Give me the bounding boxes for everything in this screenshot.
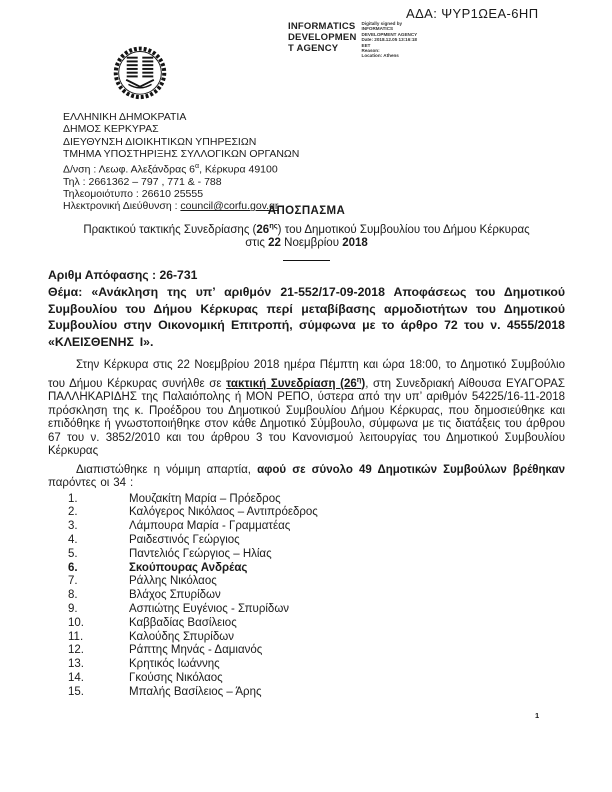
signature-detail-line: Date: 2018.12.05 13:16:18: [361, 37, 417, 43]
email-link[interactable]: council@corfu.gov.gr: [180, 200, 279, 213]
digital-signature-stamp: [288, 21, 426, 59]
member-row: 8. Βλάχος Σπυρίδων: [68, 589, 221, 602]
member-row: 2. Καλόγερος Νικόλαος – Αντιπρόεδρος: [68, 506, 318, 519]
letterhead-fax: Τηλεομοιότυπο : 26610 25555: [63, 187, 204, 200]
session-paragraph: Στην Κέρκυρα στις 22 Νοεμβρίου 2018 ημέρα Πέμπτη και ώρα 18:00, το Δημοτικό Συμβούλιο του Δήμου Κέρκυρας συνήλθε σε τακτική Συνεδρίαση $(26^\eta)$, στη Συνεδριακή Αίθουσα ΕΥΑΓΟΡΑΣ ΠΑΛΛΗΚΑΡΙΔΗΣ της Παλαιόπολης ή ΜΟΝ ΡΕΠΟ, ύστερα από την υπ’ αριθμόν 54225/16-11-2018 πρόσκληση της κ. Προέδρου του Δημοτικού Συμβουλίου Δήμου Κέρκυρας, που δημοσιεύθηκε και επιδόθηκε ή γνωστοποιήθηκε στον κάθε Δημοτικό Σύμβουλο, σύμφωνα με τις διατάξεις του άρθρου 67 του ν. 3852/2010 και του άρθρου 3 του Κανονισμού λειτουργίας του Δημοτικού Συμβουλίου Κέρκυρας: [48, 359, 565, 458]
member-row: 6. Σκούπουρας Ανδρέας: [68, 561, 248, 574]
member-row: 7. Ράλλης Νικόλαος: [68, 575, 217, 588]
signature-details: [362, 21, 426, 59]
ada-code: ΑΔΑ: ΨΥΡ1ΩΕΑ-6ΗΠ: [406, 6, 539, 21]
member-row: 14. Γκούσης Νικόλαος: [68, 671, 223, 684]
signature-agency-name: [288, 21, 357, 54]
member-row: 10. Καββαδίας Βασίλειος: [68, 616, 237, 629]
extract-subtitle-date: στις 22 Νοεμβρίου 2018: [245, 237, 368, 250]
members-list: [48, 493, 565, 700]
extract-subtitle-session: Πρακτικού τακτικής Συνεδρίασης $(26^{\eta\varsigma})$ του Δημοτικού Συμβουλίου του Δήμου Κέρκυρας: [83, 220, 530, 236]
member-row: 11. Καλούδης Σπυρίδων: [68, 630, 234, 643]
letterhead-address: Δ/νση : Λεωφ. Αλεξάνδρας $6^\alpha$, Κέρκυρα 49100: [63, 162, 278, 176]
document-body: [48, 205, 565, 700]
letterhead-department: ΤΜΗΜΑ ΥΠΟΣΤΗΡΙΞΗΣ ΣΥΛΛΟΓΙΚΩΝ ΟΡΓΑΝΩΝ: [63, 148, 300, 161]
decision-subject: Θέμα: «Ανάκληση της υπ’ αριθμόν 21-552/17-09-2018 Αποφάσεως του Δημοτικού Συμβουλίου του Δήμου Κέρκυρας περί μεταβίβασης αρμοδιοτήτων του Δημοτικού Συμβουλίου στην Οικονομική Επιτροπή, σύμφωνα με το άρθρο 72 του ν. 4555/2018 «ΚΛΕΙΣΘΕΝΗΣ Ι».: [48, 285, 565, 349]
underlined-session-reference: τακτική Συνεδρίαση $(26^\eta)$: [226, 374, 366, 390]
letterhead-country: ΕΛΛΗΝΙΚΗ ΔΗΜΟΚΡΑΤΙΑ: [63, 111, 187, 123]
member-row: 12. Ράπτης Μηνάς - Δαμιανός: [68, 644, 263, 657]
municipality-emblem-icon: [111, 44, 169, 104]
member-row: 5. Παντελιός Γεώργιος – Ηλίας: [68, 547, 272, 560]
agency-line: DEVELOPMEN: [288, 32, 357, 43]
letterhead: [63, 111, 299, 213]
page-number: 1: [535, 711, 540, 720]
signature-detail-line: Digitally signed by: [361, 21, 403, 26]
member-row: 3. Λάμπουρα Μαρία - Γραμματέας: [68, 520, 291, 533]
signature-detail-line: EET: [361, 42, 371, 48]
letterhead-phone: Τηλ : 2661362 – 797 , 771 & - 788: [63, 175, 222, 188]
member-row: 9. Ασπιώτης Ευγένιος - Σπυρίδων: [68, 602, 290, 615]
member-row: 13. Κρητικός Ιωάννης: [68, 658, 220, 671]
decision-number: Αριθμ Απόφασης : 26-731: [48, 268, 198, 283]
signature-detail-line: INFORMATICS: [361, 26, 394, 32]
letterhead-directorate: ΔΙΕΥΘΥΝΣΗ ΔΙΟΙΚΗΤΙΚΩΝ ΥΠΗΡΕΣΙΩΝ: [63, 135, 257, 148]
quorum-paragraph: Διαπιστώθηκε η νόμιμη απαρτία, αφού σε σύνολο 49 Δημοτικών Συμβούλων βρέθηκαν παρόντες οι 34 :: [48, 463, 565, 490]
member-row: 15. Μπαλής Βασίλειος – Άρης: [68, 685, 262, 698]
signature-detail-line: DEVELOPMENT AGENCY: [361, 31, 418, 37]
agency-line: T AGENCY: [288, 43, 339, 54]
member-row: 1. Μουζακίτη Μαρία – Πρόεδρος: [68, 492, 281, 505]
letterhead-municipality: ΔΗΜΟΣ ΚΕΡΚΥΡΑΣ: [63, 123, 159, 136]
signature-detail-line: Reason:: [361, 48, 380, 54]
signature-detail-line: Location: Athens: [361, 53, 399, 59]
member-row: 4. Ραιδεστινός Γεώργιος: [68, 533, 240, 546]
email-label: Ηλεκτρονική Διεύθυνση :: [63, 200, 181, 213]
divider-line: [283, 260, 330, 261]
extract-title: ΑΠΟΣΠΑΣΜΑ: [267, 205, 346, 217]
agency-line: INFORMATICS: [288, 21, 356, 32]
